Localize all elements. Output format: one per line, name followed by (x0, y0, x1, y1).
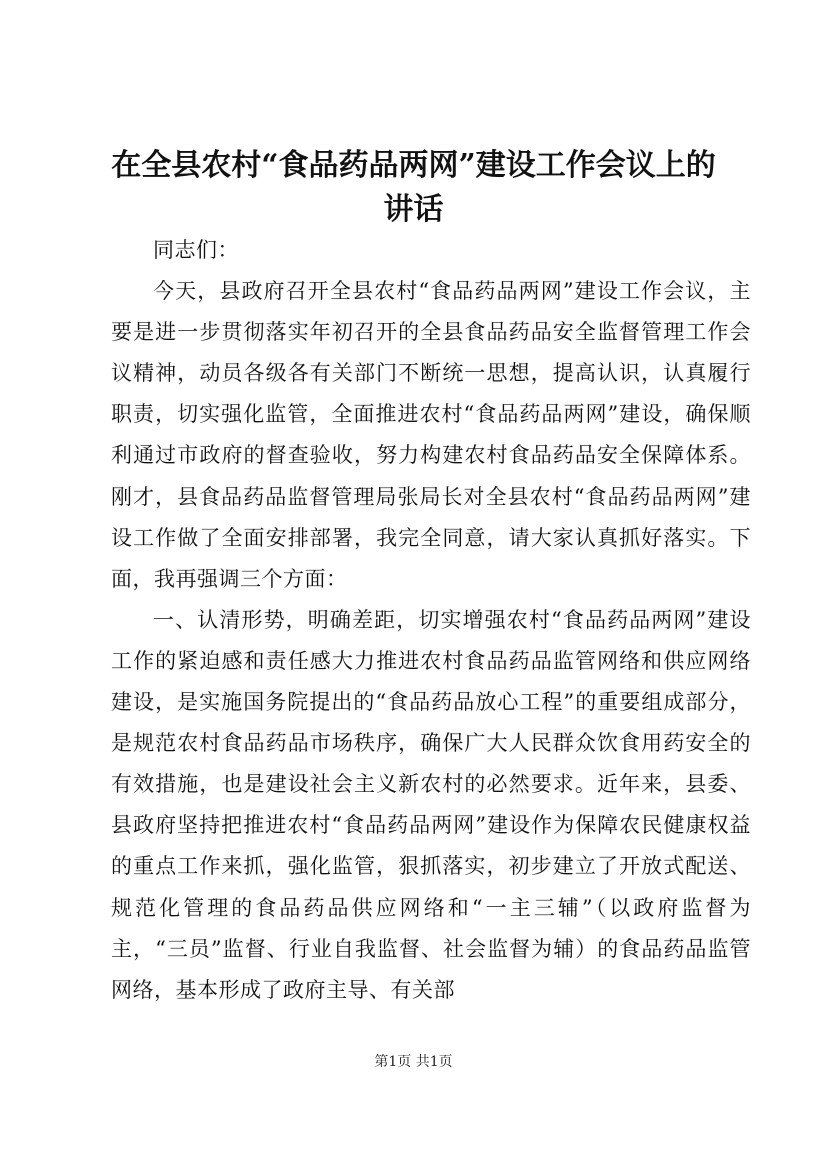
page-footer: 第1页 共1页 (374, 1054, 453, 1070)
salutation-paragraph: 同志们： (153, 238, 239, 262)
intro-paragraph: 今天，县政府召开全县农村“食品药品两网”建设工作会议，主要是进一步贯彻落实年初召开的全县食品药品安全监督管理工作会议精神，动员各级各有关部门不断统一思想，提高认识，认真履行职责，切实强化监管，全面推进农村“食品药品两网”建设，确保顺利通过市政府的督查验收，努力构建农村食品药品安全保障体系。刚才，县食品药品监督管理局张局长对全县农村“食品药品两网”建设工作做了全面安排部署，我完全同意，请大家认真抓好落实。下面，我再强调三个方面： (111, 279, 751, 591)
document-body (111, 230, 751, 1011)
section-one-paragraph: 一、认清形势，明确差距，切实增强农村“食品药品两网”建设工作的紧迫感和责任感大力推进农村食品药品监管网络和供应网络建设，是实施国务院提出的“食品药品放心工程”的重要组成部分，是规范农村食品药品市场秩序，确保广大人民群众饮食用药安全的有效措施，也是建设社会主义新农村的必然要求。近年来，县委、县政府坚持把推进农村“食品药品两网”建设作为保障农民健康权益的重点工作来抓，强化监管，狠抓落实，初步建立了开放式配送、规范化管理的食品药品供应网络和“一主三辅”（以政府监督为主，“三员”监督、行业自我监督、社会监督为辅）的食品药品监管网络，基本形成了政府主导、有关部 (111, 607, 751, 1002)
document-title: 在全县农村“食品药品两网”建设工作会议上的讲话 (111, 148, 716, 227)
